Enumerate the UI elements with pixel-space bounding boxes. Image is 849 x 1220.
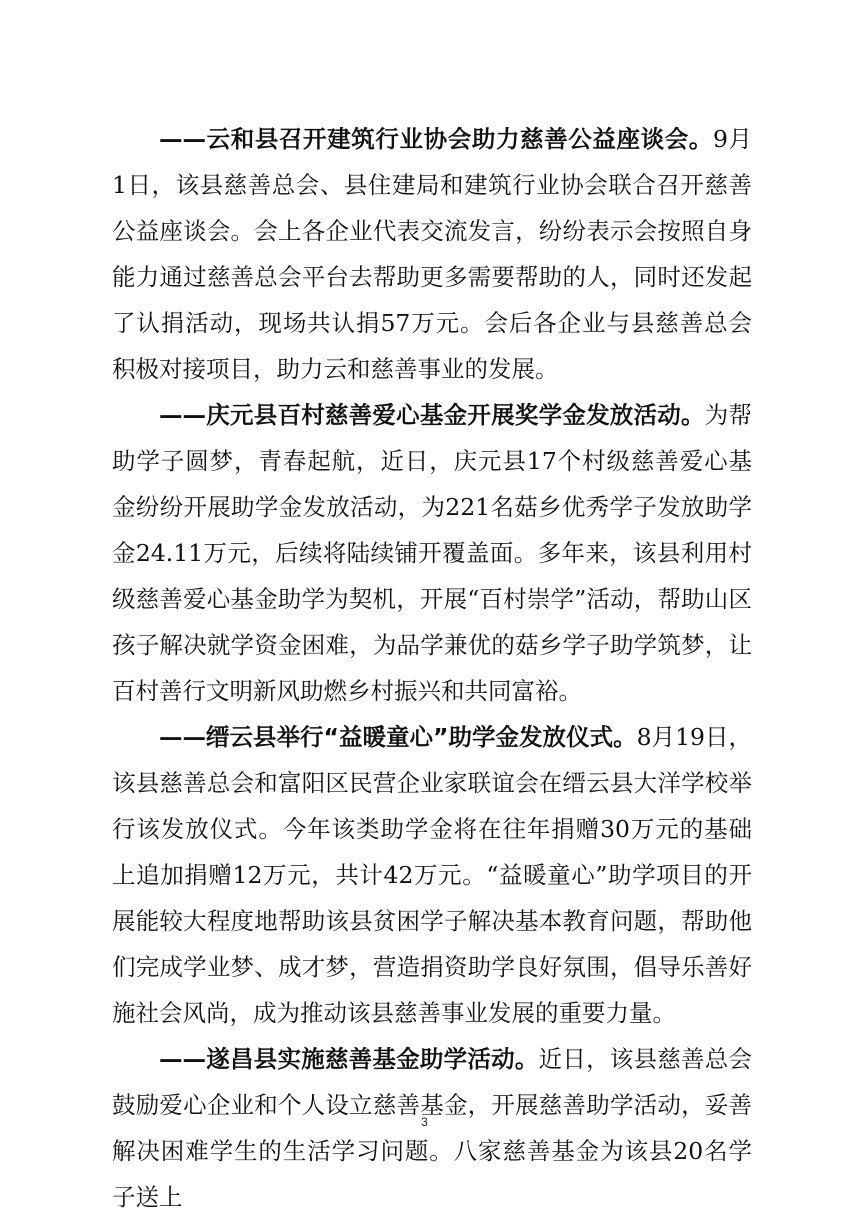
news-body: 为帮助学子圆梦，青春起航，近日，庆元县17个村级慈善爱心基金纷纷开展助学金发放活动，为221名菇乡优秀学子发放助学金24.11万元，后续将陆续铺开覆盖面。多年来，该县利用村级慈善爱心基金助学为契机，开展“百村崇学”活动，帮助山区孩子解决就学资金困难，为品学兼优的菇乡学子助学筑梦，让百村善行文明新风助燃乡村振兴和共同富裕。 [112,401,753,705]
news-item-jinyun [112,714,752,1036]
news-heading: ——缙云县举行“益暖童心”助学金发放仪式。 [159,723,637,751]
document-body [112,116,752,1220]
page-number: 3 [421,1115,428,1129]
news-heading: ——庆元县百村慈善爱心基金开展奖学金发放活动。 [159,401,705,429]
news-body: 9月1日，该县慈善总会、县住建局和建筑行业协会联合召开慈善公益座谈会。会上各企业代表交流发言，纷纷表示会按照自身能力通过慈善总会平台去帮助更多需要帮助的人，同时还发起了认捐活动，现场共认捐57万元。会后各企业与县慈善总会积极对接项目，助力云和慈善事业的发展。 [112,125,752,383]
news-heading: ——云和县召开建筑行业协会助力慈善公益座谈会。 [159,125,713,153]
news-item-yunhe [112,116,752,392]
news-body: 8月19日，该县慈善总会和富阳区民营企业家联谊会在缙云县大洋学校举行该发放仪式。今年该类助学金将在往年捐赠30万元的基础上追加捐赠12万元，共计42万元。“益暖童心”助学项目的开展能较大程度地帮助该县贫困学子解决基本教育问题，帮助他们完成学业梦、成才梦，营造捐资助学良好氛围，倡导乐善好施社会风尚，成为推动该县慈善事业发展的重要力量。 [112,723,753,1027]
news-heading: ——遂昌县实施慈善基金助学活动。 [159,1045,539,1073]
news-item-qingyuan [112,392,752,714]
news-body: 近日，该县慈善总会鼓励爱心企业和个人设立慈善基金，开展慈善助学活动，妥善解决困难学生的生活学习问题。八家慈善基金为该县20名学子送上 [112,1045,753,1211]
